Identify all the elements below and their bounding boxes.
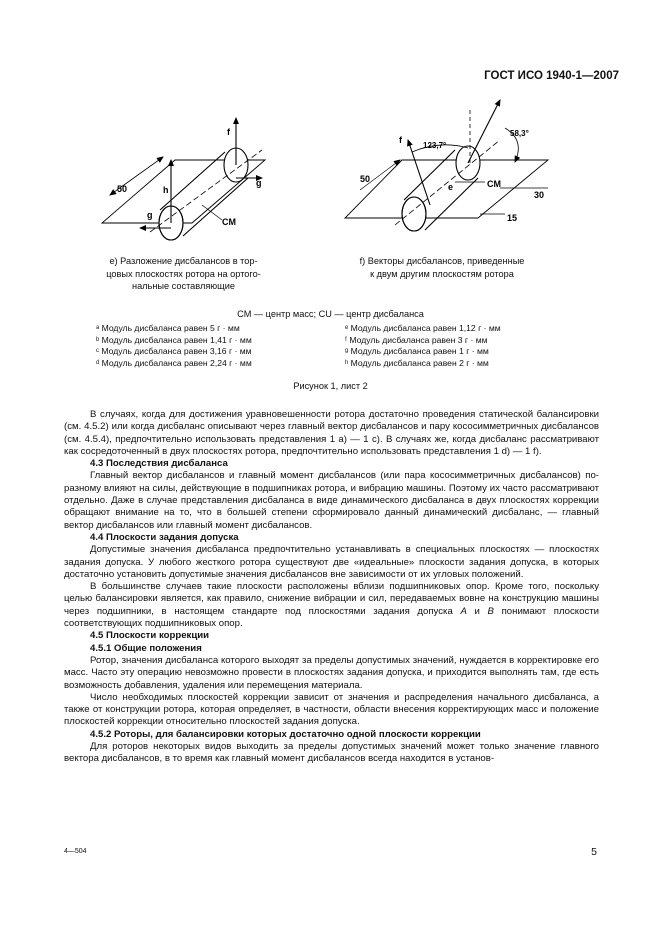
label-angle-123: 123,7° bbox=[423, 141, 447, 150]
footnotes-left bbox=[96, 323, 252, 369]
label-dim-30: 30 bbox=[534, 190, 545, 200]
label-f: f bbox=[399, 135, 402, 145]
footnote: ʰ Модуль дисбаланса равен 2 г · мм bbox=[345, 357, 489, 368]
footnote: ᶜ Модуль дисбаланса равен 3,16 г · мм bbox=[96, 346, 252, 356]
figure-legend: CM — центр масс; CU — центр дисбаланса bbox=[237, 309, 424, 319]
figure-f-drawing bbox=[345, 100, 548, 231]
paragraph: В случаях, когда для достижения уравновешенности ротора достаточно проведения статической балансировки (см. 4.5.2) или когда дисбаланс описывают через главный вектор дисбалансов и пару кососимметричных дисбалансов (см. 4.5.4), предпочтительно использовать представления 1 а) — 1 с). В случаях же, когда дисбаланс рассматривают как сосредоточенный в двух плоскостях ротора, предпочтительно использовать представления 1 d) — 1 f). bbox=[64, 409, 599, 457]
footnotes-right bbox=[345, 323, 501, 369]
paragraph: Допустимые значения дисбаланса предпочтительно устанавливать в специальных плоскостях — плоскостях задания допуска. У любого жесткого ротора существуют две «идеальные» плоскости задания допуска, в которых достаточно установить допустимые значения дисбалансов вне зависимости от их угловых положений. bbox=[64, 544, 599, 580]
section-heading: 4.5 Плоскости коррекции bbox=[90, 630, 210, 642]
label-f: f bbox=[227, 127, 230, 137]
subsection-heading: 4.5.1 Общие положения bbox=[90, 642, 202, 654]
paragraph: Число необходимых плоскостей коррекции зависит от значения и распределения начального дисбаланса, а также от конструкции ротора, которая определяет, в частности, области внесения корректирующих масс и положение плоскостей коррекции относительно плоскостей задания допуска. bbox=[64, 691, 599, 728]
paragraph: Для роторов некоторых видов выходить за пределы допустимых значений может только значение главного вектора дисбалансов, в то время как главный момент дисбалансов всегда находится в установ- bbox=[64, 741, 599, 765]
footnote: ᵃ Модуль дисбаланса равен 5 г · мм bbox=[96, 323, 240, 333]
label-cm: CM bbox=[487, 179, 501, 189]
paragraph: Главный вектор дисбалансов и главный момент дисбалансов (или пара кососимметричных дисбалансов) по-разному влияют на силы, действующие в подшипниках ротора, и вибрацию машины. Поэтому их часто рассматривают отдельно. Даже в случае представления дисбаланса в виде динамического дисбаланса в двух плоскостях коррекции обращают внимание на то, что в большей степени сформировало данный динамический дисбаланс, — главный вектор дисбалансов или главный момент дисбалансов. bbox=[64, 470, 599, 531]
label-dim-50: 50 bbox=[360, 174, 371, 184]
label-dim-50: 50 bbox=[117, 184, 128, 194]
footnote: ᵈ Модуль дисбаланса равен 2,24 г · мм bbox=[96, 357, 252, 368]
footer-code: 4—504 bbox=[64, 848, 87, 855]
page-number: 5 bbox=[591, 846, 597, 858]
figure-title: Рисунок 1, лист 2 bbox=[293, 381, 368, 391]
label-dim-15: 15 bbox=[507, 213, 518, 223]
label-h: h bbox=[163, 185, 169, 195]
section-heading: 4.4 Плоскости задания допуска bbox=[90, 531, 239, 543]
figure-f-labels bbox=[360, 129, 544, 223]
label-angle-58: 58,3° bbox=[510, 129, 529, 138]
footnote: ᵇ Модуль дисбаланса равен 1,41 г · мм bbox=[96, 334, 252, 345]
document-header: ГОСТ ИСО 1940-1—2007 bbox=[484, 70, 619, 82]
label-e: e bbox=[448, 182, 454, 192]
caption-figure-f: f) Векторы дисбалансов, приведенные к двум другим плоскостям ротора bbox=[359, 256, 525, 279]
paragraph: Ротор, значения дисбаланса которого выходят за пределы допустимых значений, нуждается в корректировке его масс. Часто эту операцию невозможно провести в плоскостях задания допуска, и приходится выполнять там, где есть возможность добавления, удаления или перемещения материала. bbox=[64, 654, 599, 691]
paragraph: В большинстве случаев такие плоскости расположены вблизи подшипниковых опор. Кроме того, поскольку целью балансировки является, как правило, снижение вибрации и сил, передаваемых вовне на конструкцию машины через подшипники, в настоящем стандарте под плоскостями задания допуска A и B понимают плоскости соответствующих подшипниковых опор. bbox=[64, 581, 599, 630]
section-heading: 4.3 Последствия дисбаланса bbox=[90, 458, 228, 470]
footnote: ᵉ Модуль дисбаланса равен 1,12 г · мм bbox=[345, 323, 501, 333]
figure-e-drawing bbox=[102, 118, 265, 240]
label-g-bottom: g bbox=[147, 210, 153, 220]
subsection-heading: 4.5.2 Роторы, для балансировки которых достаточно одной плоскости коррекции bbox=[90, 728, 481, 740]
footnote: ᵍ Модуль дисбаланса равен 1 г · мм bbox=[345, 346, 489, 356]
label-cm: CM bbox=[222, 217, 236, 227]
body-text bbox=[64, 409, 599, 766]
footnote: ᶠ Модуль дисбаланса равен 3 г · мм bbox=[345, 334, 488, 345]
caption-figure-e: e) Разложение дисбалансов в тор- цовых плоскостях ротора на ортого- нальные составляющие bbox=[106, 256, 261, 291]
label-g-right: g bbox=[256, 178, 262, 188]
